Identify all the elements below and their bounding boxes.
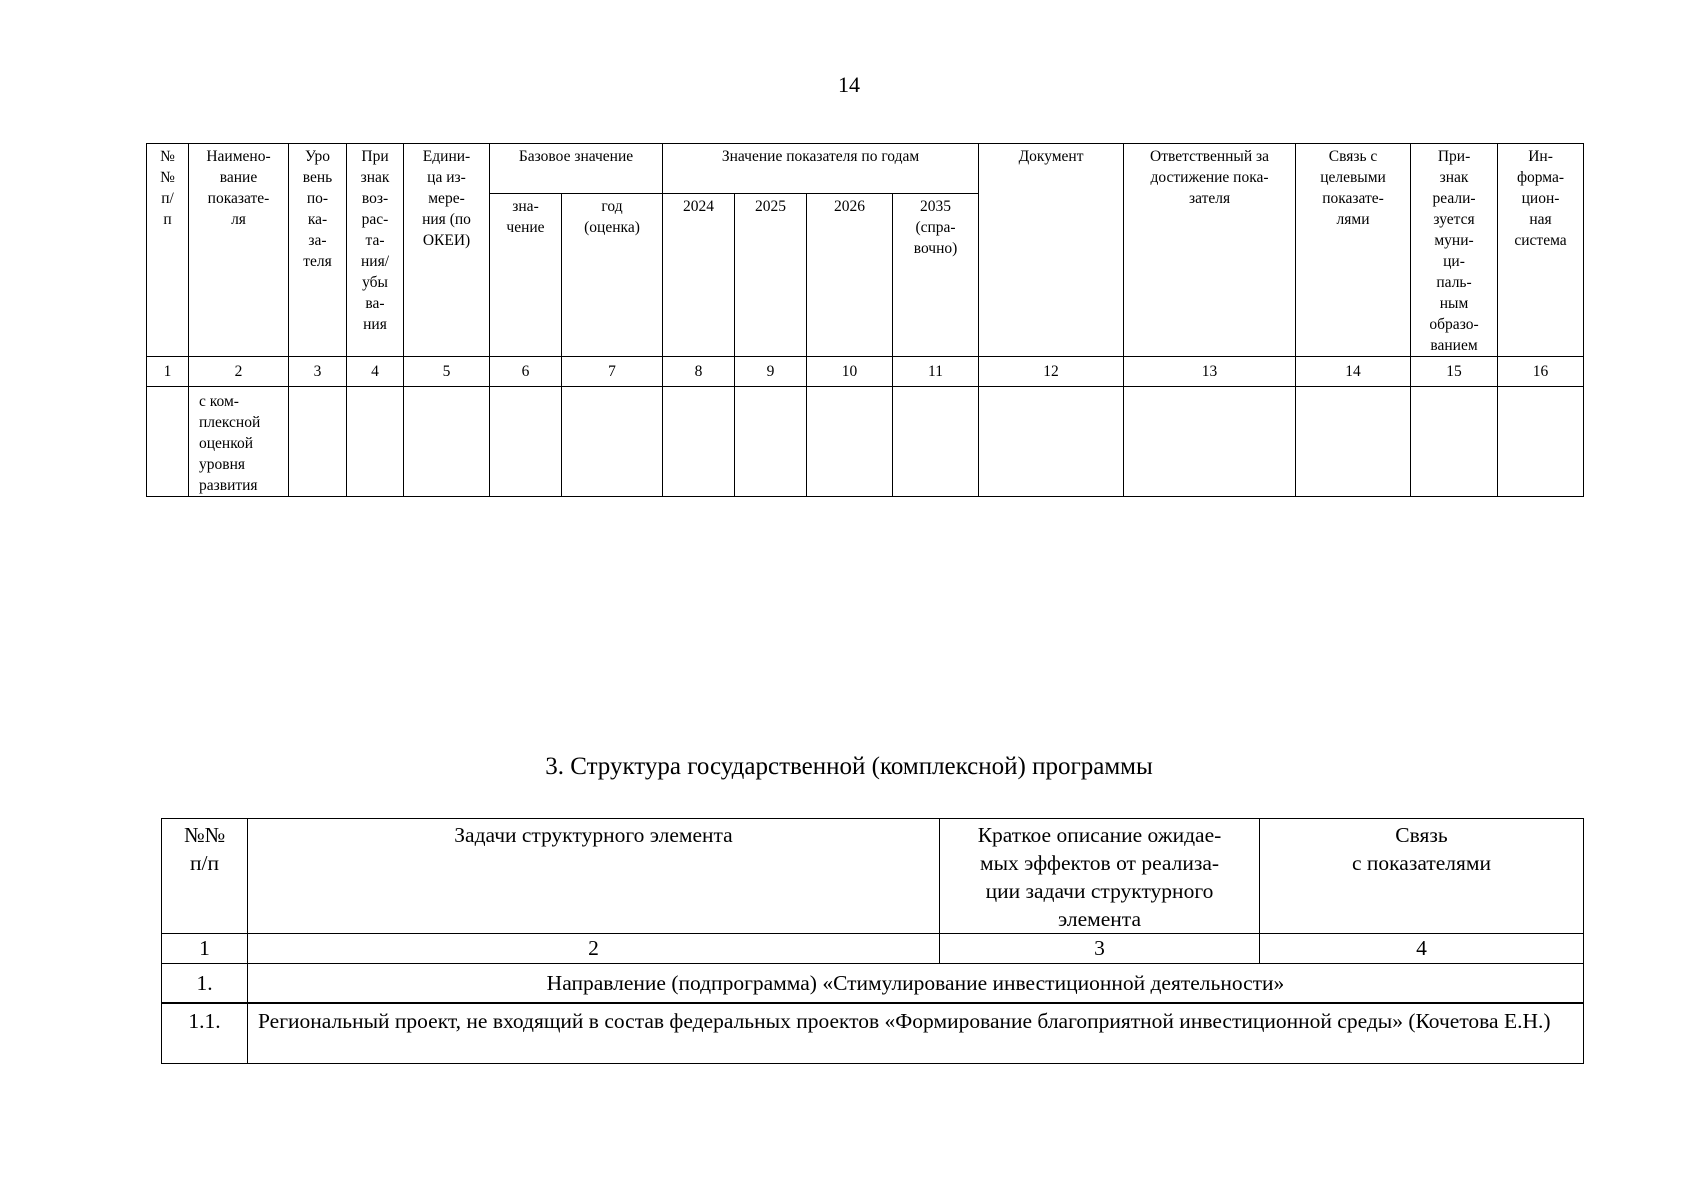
header-unit: Едини- ца из- мере- ния (по ОКЕИ) <box>404 144 490 357</box>
header-base-value-group: Базовое значение <box>490 144 663 194</box>
table-cell <box>979 387 1124 497</box>
program-structure-table <box>161 818 1584 1064</box>
project-title: Региональный проект, не входящий в состав федеральных проектов «Формирование благоприятной инвестиционной среды» (Кочетова Е.Н.) <box>248 1003 1584 1064</box>
column-number: 4 <box>1260 934 1584 964</box>
header-year-2024: 2024 <box>663 194 735 357</box>
table-cell <box>404 387 490 497</box>
table-cell <box>893 387 979 497</box>
column-number: 10 <box>807 357 893 387</box>
header-row-number: №№ п/п <box>162 819 248 934</box>
project-number: 1.1. <box>162 1003 248 1064</box>
header-base-value: зна- чение <box>490 194 562 357</box>
column-number: 14 <box>1296 357 1411 387</box>
column-number: 7 <box>562 357 663 387</box>
table-row <box>147 387 1584 497</box>
table-row <box>162 964 1584 1004</box>
header-target-link: Связь с целевыми показате- лями <box>1296 144 1411 357</box>
page-number: 14 <box>838 72 860 97</box>
column-number: 3 <box>289 357 347 387</box>
column-number: 6 <box>490 357 562 387</box>
column-number: 2 <box>189 357 289 387</box>
header-indicator-level: Уро вень по- ка- за- теля <box>289 144 347 357</box>
table-row <box>162 1003 1584 1064</box>
table-cell <box>147 387 189 497</box>
column-number: 3 <box>940 934 1260 964</box>
header-year-2025: 2025 <box>735 194 807 357</box>
column-number: 9 <box>735 357 807 387</box>
table-cell <box>807 387 893 497</box>
header-responsible: Ответственный за достижение пока- зателя <box>1124 144 1296 357</box>
column-number: 8 <box>663 357 735 387</box>
direction-title: Направление (подпрограмма) «Стимулирование инвестиционной деятельности» <box>248 964 1584 1004</box>
header-info-system: Ин- форма- цион- ная система <box>1498 144 1584 357</box>
indicators-table <box>146 143 1584 497</box>
header-growth-sign: При знак воз- рас- та- ния/ убы ва- ния <box>347 144 404 357</box>
table-cell <box>1124 387 1296 497</box>
table-cell <box>1498 387 1584 497</box>
section-title: 3. Структура государственной (комплексной) программы <box>545 753 1153 780</box>
header-years-group: Значение показателя по годам <box>663 144 979 194</box>
table-cell <box>735 387 807 497</box>
column-number: 4 <box>347 357 404 387</box>
table-cell <box>490 387 562 497</box>
column-number: 16 <box>1498 357 1584 387</box>
column-number: 1 <box>162 934 248 964</box>
table-cell <box>1296 387 1411 497</box>
table-cell <box>562 387 663 497</box>
column-number: 2 <box>248 934 940 964</box>
header-row-number: № № п/ п <box>147 144 189 357</box>
column-number: 11 <box>893 357 979 387</box>
table-cell <box>347 387 404 497</box>
header-document: Документ <box>979 144 1124 357</box>
indicator-name-cell: с ком- плексной оценкой уровня развития <box>189 387 289 497</box>
direction-number: 1. <box>162 964 248 1004</box>
header-year-2026: 2026 <box>807 194 893 357</box>
column-number: 13 <box>1124 357 1296 387</box>
header-expected-effects: Краткое описание ожидае- мых эффектов от реализа- ции задачи структурного элемента <box>940 819 1260 934</box>
header-indicator-name: Наимено- вание показате- ля <box>189 144 289 357</box>
header-municipal-sign: При- знак реали- зуется муни- ци- паль- ным образо- ванием <box>1411 144 1498 357</box>
column-number: 5 <box>404 357 490 387</box>
table-cell <box>289 387 347 497</box>
column-number: 15 <box>1411 357 1498 387</box>
header-tasks: Задачи структурного элемента <box>248 819 940 934</box>
column-number: 12 <box>979 357 1124 387</box>
header-base-year: год (оценка) <box>562 194 663 357</box>
header-indicator-link: Связь с показателями <box>1260 819 1584 934</box>
table-cell <box>1411 387 1498 497</box>
header-year-2035: 2035 (спра- вочно) <box>893 194 979 357</box>
column-number: 1 <box>147 357 189 387</box>
table-cell <box>663 387 735 497</box>
